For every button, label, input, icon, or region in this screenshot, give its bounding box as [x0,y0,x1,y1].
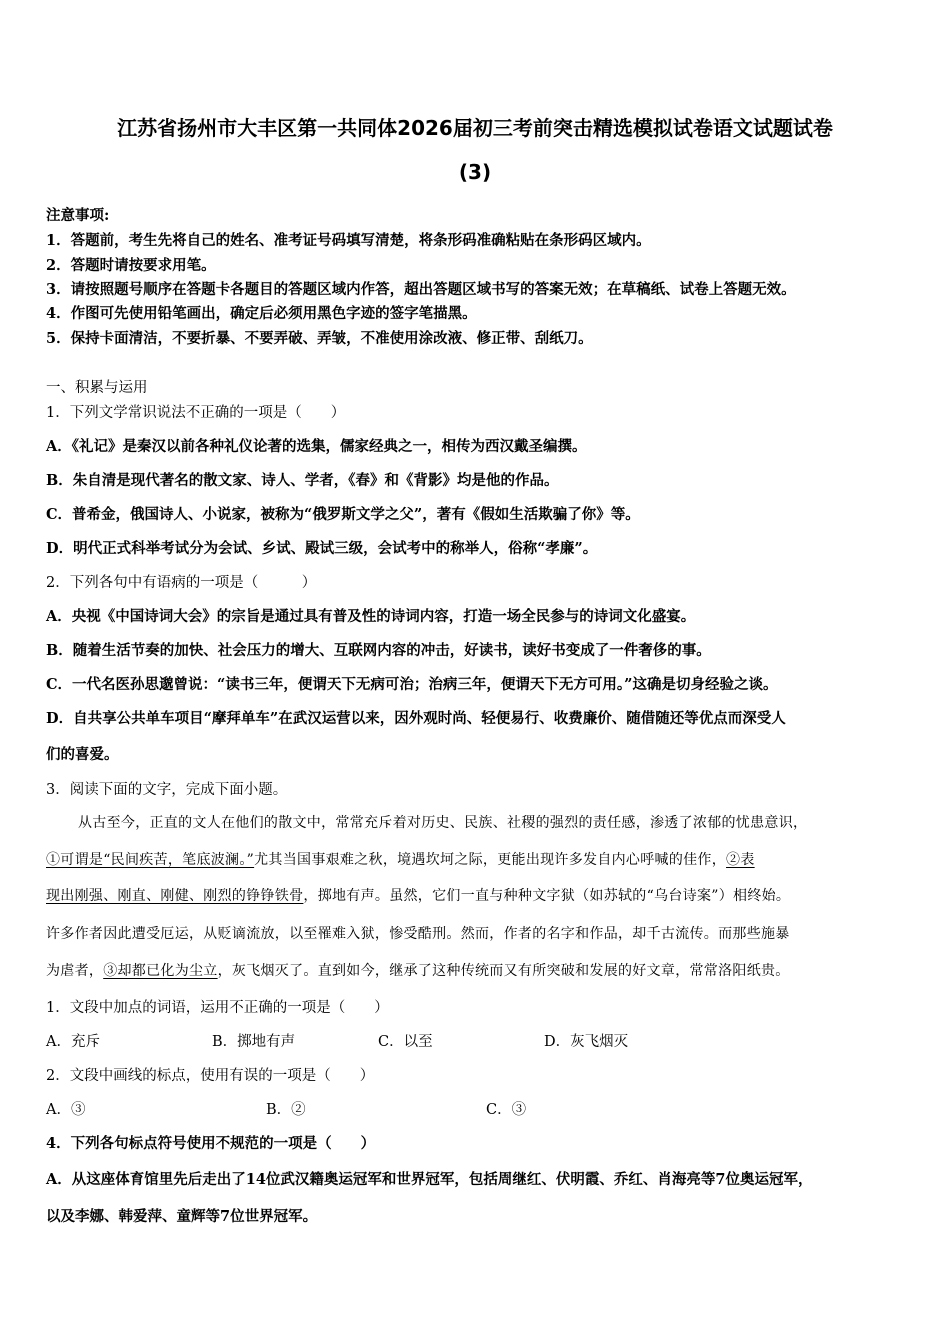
q1-option-b: B．朱自清是现代著名的散文家、诗人、学者，《春》和《背影》均是他的作品。 [46,472,559,489]
q3-stem: 3．阅读下面的文字，完成下面小题。 [46,782,288,798]
underlined-phrase-2-end: 现出刚强、刚直、刚健、刚烈的铮铮铁骨 [46,888,304,904]
q3-sub1-option-d: D．灰飞烟灭 [544,1034,629,1050]
q4-option-a-line2: 以及李娜、韩爱萍、童辉等7位世界冠军。 [46,1208,318,1225]
q3-sub1-option-a: A．充斥 [46,1034,100,1050]
q2-stem: 2．下列各句中有语病的一项是（ ） [46,575,317,591]
q1-option-c: C．普希金，俄国诗人、小说家，被称为“俄罗斯文学之父”，著有《假如生活欺骗了你》等。 [46,506,640,523]
q2-option-c: C．一代名医孙思邈曾说：“读书三年，便谓天下无病可治；治病三年，便谓天下无方可用。”这确是切身经验之谈。 [46,676,778,693]
notice-item-2: 2．答题时请按要求用笔。 [46,257,216,274]
notice-item-4: 4．作图可先使用铅笔画出，确定后必须用黑色字迹的签字笔描黑。 [46,305,477,322]
exam-title-line1: 江苏省扬州市大丰区第一共同体2026届初三考前突击精选模拟试卷语文试题试卷 [117,116,833,140]
q1-option-a: A．《礼记》是秦汉以前各种礼仪论著的选集，儒家经典之一，相传为西汉戴圣编撰。 [46,438,587,455]
q3-sub2-option-c: C．③ [486,1102,527,1118]
exam-title-line2: (3) [458,160,492,184]
underlined-phrase-2-start: ②表 [726,852,755,868]
notice-heading: 注意事项: [46,207,110,224]
q3-sub1-option-c: C．以至 [378,1034,433,1050]
notice-item-1: 1．答题前，考生先将自己的姓名、准考证号码填写清楚，将条形码准确粘贴在条形码区域内。 [46,232,651,249]
passage-text: 尤其当国事艰难之秋，境遇坎坷之际，更能出现许多发自内心呼喊的佳作， [254,852,727,868]
q4-stem: 4．下列各句标点符号使用不规范的一项是（ ） [46,1135,376,1152]
q3-sub1-stem: 1．文段中加点的词语，运用不正确的一项是（ ） [46,1000,389,1016]
q3-sub2-options [46,1098,920,1119]
q2-option-a: A．央视《中国诗词大会》的宗旨是通过具有普及性的诗词内容，打造一场全民参与的诗词文化盛宴。 [46,608,696,625]
q3-passage-line5 [46,960,920,980]
q1-option-d: D．明代正式科举考试分为会试、乡试、殿试三级，会试考中的称举人，俗称“孝廉”。 [46,540,598,557]
q3-passage-line1: 从古至今，正直的文人在他们的散文中，常常充斥着对历史、民族、社稷的强烈的责任感，渗透了浓郁的忧患意识， [78,815,808,831]
q3-passage-line3 [46,885,920,905]
q2-option-b: B．随着生活节奏的加快、社会压力的增大、互联网内容的冲击，好读书，读好书变成了一件奢侈的事。 [46,642,711,659]
q3-sub2-stem: 2．文段中画线的标点，使用有误的一项是（ ） [46,1068,375,1084]
underlined-phrase-1: ①可谓是“民间疾苦，笔底波澜。” [46,852,255,868]
q3-passage-line2 [46,849,920,869]
q2-option-d-line1: D．自共享公共单车项目“摩拜单车”在武汉运营以来，因外观时尚、轻便易行、收费廉价、随借随还等优点而深受人 [46,710,786,727]
q1-stem: 1．下列文学常识说法不正确的一项是（ ） [46,405,346,421]
passage-text: ，灰飞烟灭了。直到如今，继承了这种传统而又有所突破和发展的好文章，常常洛阳纸贵。 [217,963,790,979]
q3-sub1-options [46,1030,920,1051]
passage-text: ，掷地有声。虽然，它们一直与种种文字狱（如苏轼的“乌台诗案”）相终始。 [303,888,791,904]
notice-item-5: 5．保持卡面清洁，不要折暴、不要弄破、弄皱，不准使用涂改液、修正带、刮纸刀。 [46,330,593,347]
q3-sub2-option-a: A．③ [46,1102,86,1118]
q3-sub1-option-b: B．掷地有声 [212,1034,296,1050]
passage-text: 为虐者， [46,963,104,979]
q2-option-d-line2: 们的喜爱。 [46,746,119,763]
section-heading: 一、积累与运用 [46,380,148,396]
q3-passage-line4: 许多作者因此遭受厄运，从贬谪流放，以至罹难入狱，惨受酷刑。然而，作者的名字和作品，却千古流传。而那些施暴 [46,926,790,942]
underlined-phrase-3: ③却都已化为尘立 [103,963,218,979]
notice-item-3: 3．请按照题号顺序在答题卡各题目的答题区域内作答，超出答题区域书写的答案无效；在草稿纸、试卷上答题无效。 [46,281,796,298]
q3-sub2-option-b: B．② [266,1102,306,1118]
q4-option-a-line1: A．从这座体育馆里先后走出了14位武汉籍奥运冠军和世界冠军，包括周继红、伏明霞、乔红、肖海亮等7位奥运冠军， [46,1171,813,1188]
